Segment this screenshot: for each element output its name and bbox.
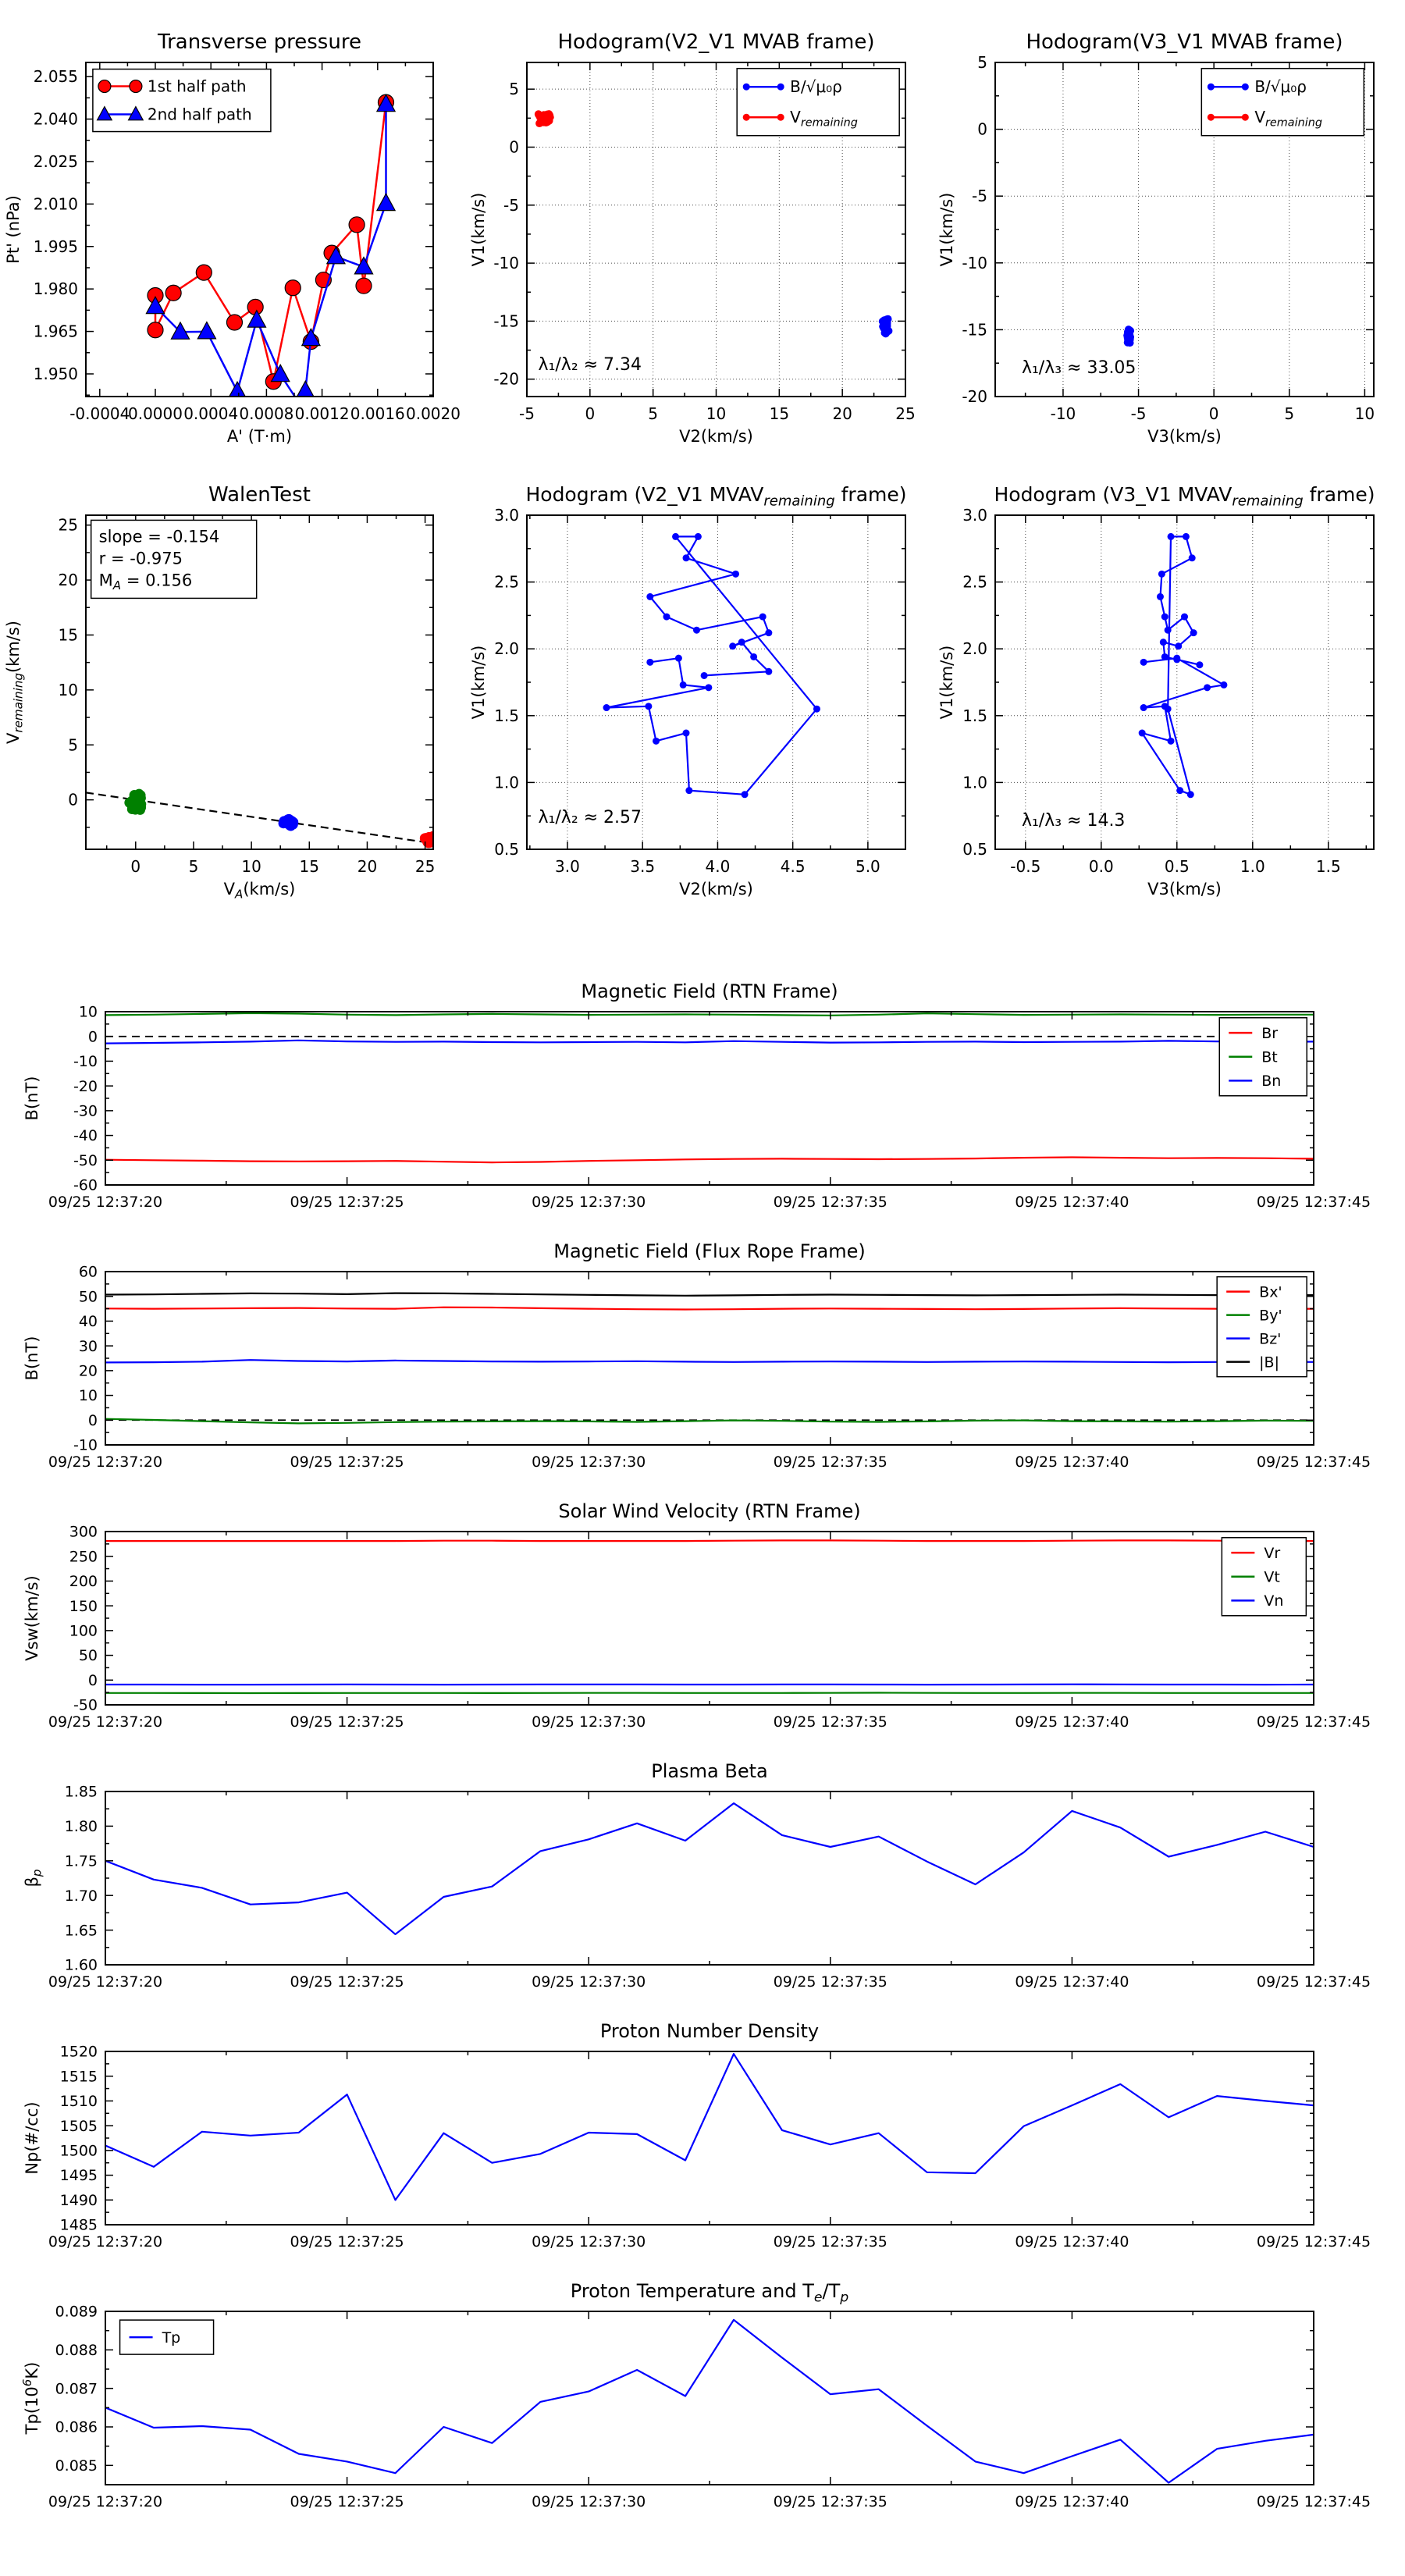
legend-label: Bx' [1259,1283,1282,1301]
legend-label: $V_{remaining}$ [790,108,858,130]
legend-label: Vn [1264,1592,1284,1610]
x-tick-label: -0.0004 [69,404,130,423]
y-tick-label: 10 [58,680,78,699]
y-tick-label: -30 [73,1102,98,1120]
y-axis-label: V1(km/s) [469,645,488,720]
y-tick-label: 150 [69,1597,98,1615]
x-tick-label: 09/25 12:37:25 [290,2233,404,2250]
y-tick-label: 200 [69,1573,98,1591]
x-tick-label: 09/25 12:37:40 [1015,1713,1129,1731]
series-Np [105,2054,1314,2200]
y-tick-label: 0 [977,119,987,139]
y-tick-label: 40 [78,1313,98,1331]
x-axis-label: $V_A(km/s)$ [223,880,296,902]
y-tick-label: 0.086 [55,2418,98,2436]
walen_test-svg [0,453,468,906]
ticks [995,515,1374,849]
x-tick-label: 09/25 12:37:40 [1015,2233,1129,2250]
y-tick-label: 2.040 [33,109,78,129]
x-tick-label: 0.0000 [128,404,183,423]
y-tick-label: 10 [78,1003,98,1021]
x-tick-label: 5 [648,404,659,423]
y-tick-label: 2.025 [33,151,78,171]
y-tick-label: -15 [493,311,519,331]
series-B- [879,315,893,338]
ticks [527,515,905,849]
x-tick-label: 09/25 12:37:20 [48,1713,163,1731]
y-tick-label: 3.0 [962,506,987,525]
x-tick-label: 09/25 12:37:20 [48,1973,163,1991]
series-V-path [603,533,820,798]
y-axis-label: B(nT) [23,1076,41,1121]
series-Bn [105,1041,1314,1044]
series-B- [1123,326,1134,347]
annotation-text: λ₁/λ₃ ≈ 33.05 [1021,358,1136,379]
legend [120,2320,214,2354]
y-tick-label: 1485 [59,2216,98,2234]
x-tick-label: 09/25 12:37:25 [290,2493,404,2510]
y-tick-label: -20 [962,387,987,406]
tick-labels [962,506,1341,876]
hodogram-v2v1-mvav-chart [468,453,937,906]
legend-label: Vr [1264,1544,1281,1562]
y-tick-label: 250 [69,1548,98,1566]
x-tick-label: 0.5 [1164,857,1190,876]
chart-title: Solar Wind Velocity (RTN Frame) [558,1500,861,1522]
y-tick-label: -20 [73,1077,98,1095]
y-tick-label: -20 [493,369,519,389]
legend-label: Tp [162,2329,181,2347]
hodogram_v3v1_mvab-svg [937,0,1405,453]
x-tick-label: -0.5 [1010,857,1041,876]
chart-title: Transverse pressure [158,30,361,54]
series-|B| [105,1293,1314,1296]
y-tick-label: 5 [68,735,78,755]
x-tick-label: 15 [769,404,790,423]
chart-title: Proton Temperature and $T_e/T_p$ [570,2280,849,2306]
y-tick-label: -5 [972,187,987,206]
axes-frame [527,515,905,849]
y-tick-label: 1.0 [962,773,987,792]
proton-temperature-panel [0,2274,1405,2534]
x-tick-label: 0.0016 [350,404,405,423]
y-tick-label: 0 [87,1411,98,1429]
y-axis-label: Pt' (nPa) [4,195,23,264]
walen-test-chart [0,453,468,906]
solar-wind-velocity-panel [0,1494,1405,1754]
y-tick-label: 10 [78,1387,98,1405]
subplot-row-1 [0,0,1405,453]
stats-line: $M_A = 0.156$ [98,571,193,593]
x-tick-label: 09/25 12:37:45 [1256,2233,1371,2250]
x-tick-label: 25 [414,857,436,876]
series-V-remaining- [535,110,554,127]
y-tick-label: 1.950 [33,364,78,383]
chart-title: Plasma Beta [651,1760,768,1782]
y-tick-label: 2.010 [33,194,78,214]
y-tick-label: -40 [73,1127,98,1145]
x-tick-label: 09/25 12:37:35 [773,1973,887,1991]
y-axis-label: $V_{remaining}(km/s)$ [4,620,26,745]
y-tick-label: 1.85 [64,1783,98,1801]
magnetic-field-rtn-panel [0,974,1405,1234]
y-tick-label: -5 [503,195,519,215]
x-tick-label: 09/25 12:37:40 [1015,2493,1129,2510]
y-tick-label: 20 [78,1362,98,1380]
chart-title: Magnetic Field (RTN Frame) [581,980,838,1002]
series-Bx' [105,1308,1314,1310]
y-tick-label: 1.70 [64,1887,98,1905]
y-tick-label: 0.5 [494,840,519,859]
x-tick-label: 1.0 [1240,857,1265,876]
proton_temp-svg [0,2274,1405,2534]
y-tick-label: 1510 [59,2093,98,2111]
series-Tp [105,2320,1314,2483]
x-tick-label: 09/25 12:37:25 [290,1973,404,1991]
series-group [105,1293,1314,1424]
hodogram-v3v1-mvav-chart [937,453,1405,906]
y-tick-label: 1.5 [962,706,987,725]
y-tick-label: 1490 [59,2191,98,2209]
chart-title: Proton Number Density [599,2020,820,2042]
series-1st-half-path [148,94,393,390]
y-tick-label: 0 [68,790,78,809]
legend [1217,1277,1307,1377]
annotation-text: λ₁/λ₃ ≈ 14.3 [1021,811,1126,831]
x-tick-label: 3.0 [555,857,580,876]
series-group [105,2320,1314,2483]
series-group [105,2054,1314,2200]
series-group [105,1803,1314,1934]
plasma-beta-panel [0,1754,1405,2014]
mf_fluxrope-svg [0,1234,1405,1494]
y-tick-label: 0.085 [55,2457,98,2475]
series-group [603,533,820,798]
x-tick-label: 0.0008 [239,404,294,423]
x-axis-label: V3(km/s) [1147,427,1222,446]
x-tick-label: 5 [188,857,199,876]
x-axis-label: V2(km/s) [679,880,753,898]
transverse-pressure-chart [0,0,468,453]
x-tick-label: 09/25 12:37:30 [532,1973,646,1991]
y-tick-label: 1.980 [33,279,78,299]
axes-frame [105,1791,1314,1965]
series-group [146,94,395,411]
x-tick-label: 3.5 [630,857,656,876]
y-tick-label: -10 [493,254,519,273]
legend-label: Bt [1261,1048,1278,1066]
annotation-text: λ₁/λ₂ ≈ 7.34 [538,354,642,375]
hodogram_v3v1_mvav-svg [937,453,1405,906]
legend-label: B/√μ₀ρ [1254,77,1307,97]
y-tick-label: 30 [78,1337,98,1355]
legend-label: 2nd half path [147,105,252,124]
y-tick-label: 0 [509,137,519,157]
y-tick-label: 2.5 [962,572,987,592]
legend [1201,69,1364,136]
y-tick-label: 1.965 [33,322,78,341]
x-tick-label: 0 [585,404,596,423]
axes-frame [105,2051,1314,2225]
y-tick-label: 2.055 [33,67,78,87]
x-tick-label: 09/25 12:37:45 [1256,1194,1371,1211]
x-tick-label: 09/25 12:37:35 [773,2233,887,2250]
y-tick-label: 25 [58,515,78,535]
x-tick-label: 20 [357,857,378,876]
x-tick-label: 1.5 [1315,857,1341,876]
x-tick-label: 09/25 12:37:30 [532,1713,646,1731]
axes-frame [105,2311,1314,2485]
x-tick-label: 09/25 12:37:20 [48,1453,163,1471]
stats-line: r = -0.975 [98,549,183,568]
series-Vr [105,1540,1314,1541]
series-Br [105,1158,1314,1163]
x-axis-label: A' (T·m) [226,427,293,446]
y-tick-label: 1500 [59,2142,98,2160]
annotation-text: λ₁/λ₂ ≈ 2.57 [538,807,642,827]
x-axis-label: V2(km/s) [679,427,753,446]
y-tick-label: -60 [73,1176,98,1194]
x-tick-label: 0.0004 [183,404,239,423]
x-tick-label: -5 [1130,404,1147,423]
y-tick-label: 0.5 [962,840,987,859]
x-tick-label: 09/25 12:37:45 [1256,1713,1371,1731]
grid [995,515,1374,849]
legend-label: $V_{remaining}$ [1254,108,1322,130]
x-tick-label: 0.0 [1088,857,1114,876]
legend [1219,1018,1307,1096]
legend-label: By' [1259,1307,1282,1325]
y-axis-label: V1(km/s) [469,192,488,267]
x-tick-label: 09/25 12:37:30 [532,2493,646,2510]
legend [93,69,271,132]
x-tick-label: 0.0020 [406,404,461,423]
x-tick-label: 09/25 12:37:20 [48,1194,163,1211]
y-axis-label: Vsw(km/s) [23,1575,41,1661]
y-tick-label: 50 [78,1647,98,1665]
y-tick-label: 5 [977,53,987,72]
legend-label: Vt [1264,1568,1280,1586]
x-tick-label: 0 [1208,404,1219,423]
plasma_beta-svg [0,1754,1405,2014]
x-tick-label: 09/25 12:37:45 [1256,1453,1371,1471]
x-tick-label: 09/25 12:37:45 [1256,1973,1371,1991]
tick-labels [48,1004,1371,1211]
tick-labels [48,1784,1371,1991]
y-tick-label: 1.5 [494,706,519,725]
y-tick-label: -10 [73,1053,98,1071]
x-tick-label: 20 [832,404,852,423]
series-Bz' [105,1360,1314,1362]
y-tick-label: 0 [87,1671,98,1689]
chart-title: Hodogram (V2_V1 $MVAV_{remaining}$ frame) [525,483,907,510]
y-tick-label: 50 [78,1288,98,1306]
hodogram_v2v1_mvab-svg [468,0,937,453]
chart-title: Hodogram (V3_V1 $MVAV_{remaining}$ frame) [994,483,1375,510]
chart-title: Magnetic Field (Flux Rope Frame) [553,1240,866,1262]
x-tick-label: 09/25 12:37:45 [1256,2493,1371,2510]
series-group [105,1013,1314,1162]
y-tick-label: 1505 [59,2117,98,2135]
y-tick-label: -10 [962,253,987,272]
y-tick-label: -15 [962,320,987,340]
legend [737,69,899,136]
y-tick-label: 1515 [59,2068,98,2086]
legend-label: B/√μ₀ρ [790,77,842,97]
x-axis-label: V3(km/s) [1147,880,1222,898]
series-2nd-half-path [146,94,395,411]
axes-frame [995,515,1374,849]
y-tick-label: 15 [58,625,78,645]
hodogram_v2v1_mvav-svg [468,453,937,906]
x-tick-label: 09/25 12:37:35 [773,1713,887,1731]
x-tick-label: 09/25 12:37:35 [773,2493,887,2510]
vsw_rtn-svg [0,1494,1405,1754]
grid [527,515,905,849]
series-Vt [105,1693,1314,1694]
x-tick-label: 10 [241,857,261,876]
y-tick-label: 1495 [59,2167,98,2185]
ticks [105,1532,1314,1705]
x-tick-label: 5 [1284,404,1295,423]
x-tick-label: -10 [1050,404,1076,423]
tick-labels [48,2044,1371,2250]
y-axis-label: $Tp(10^6K)$ [20,2361,41,2435]
y-tick-label: 1.995 [33,237,78,256]
stats-line: slope = -0.154 [98,527,220,546]
series-group [1139,533,1228,798]
x-tick-label: 09/25 12:37:40 [1015,1453,1129,1471]
y-tick-label: 60 [78,1263,98,1281]
y-tick-label: -10 [73,1436,98,1454]
x-tick-label: 09/25 12:37:25 [290,1713,404,1731]
legend-label: 1st half path [147,76,247,96]
hodogram-v2v1-mvab-chart [468,0,937,453]
x-tick-label: 09/25 12:37:20 [48,2493,163,2510]
x-tick-label: 09/25 12:37:40 [1015,1973,1129,1991]
ticks [105,2311,1314,2485]
hodogram-v3v1-mvab-chart [937,0,1405,453]
proton-density-panel [0,2014,1405,2274]
y-tick-label: 1520 [59,2043,98,2061]
y-tick-label: 1.60 [64,1956,98,1974]
y-tick-label: 5 [509,80,519,99]
y-tick-label: 0 [87,1028,98,1046]
chart-title: WalenTest [208,483,311,507]
x-tick-label: 09/25 12:37:20 [48,2233,163,2250]
y-tick-label: 1.0 [494,773,519,792]
y-tick-label: 300 [69,1523,98,1541]
x-tick-label: 0 [130,857,141,876]
y-tick-label: 100 [69,1622,98,1640]
x-tick-label: 09/25 12:37:35 [773,1194,887,1211]
y-tick-label: 1.65 [64,1922,98,1940]
chart-title: Hodogram(V3_V1 MVAB frame) [1026,30,1343,54]
x-tick-label: 09/25 12:37:30 [532,1453,646,1471]
legend-label: Bz' [1259,1330,1282,1348]
y-tick-label: -50 [73,1696,98,1714]
y-tick-label: 0.087 [55,2380,98,2398]
y-axis-label: Np(#/cc) [23,2101,41,2175]
x-tick-label: 0.0012 [294,404,350,423]
x-tick-label: 09/25 12:37:30 [532,1194,646,1211]
legend [1222,1538,1306,1616]
y-tick-label: 1.75 [64,1852,98,1870]
ticks [105,1791,1314,1965]
series-cluster-blue [279,814,299,831]
legend-label: Br [1261,1024,1279,1042]
y-axis-label: V1(km/s) [937,645,956,720]
x-tick-label: -5 [519,404,535,423]
y-axis-label: $\beta_p$ [23,1869,44,1888]
proton_density-svg [0,2014,1405,2274]
series-cluster-red [420,831,439,849]
y-tick-label: 3.0 [494,506,519,525]
y-tick-label: 2.0 [494,639,519,659]
y-tick-label: 1.80 [64,1818,98,1836]
x-tick-label: 09/25 12:37:40 [1015,1194,1129,1211]
y-tick-label: -50 [73,1151,98,1169]
series-group [86,789,439,849]
x-tick-label: 09/25 12:37:25 [290,1453,404,1471]
x-tick-label: 09/25 12:37:25 [290,1194,404,1211]
legend-label: Bn [1261,1073,1282,1091]
y-tick-label: 0.089 [55,2303,98,2321]
series-cluster-green [124,789,146,815]
transverse_pressure-svg [0,0,468,453]
mf_rtn-svg [0,974,1405,1234]
x-tick-label: 09/25 12:37:30 [532,2233,646,2250]
row-gap [0,906,1405,974]
axes-frame [105,1272,1314,1445]
magnetic-field-fluxrope-panel [0,1234,1405,1494]
series-group [535,110,893,337]
ticks [105,1272,1314,1445]
x-tick-label: 10 [1354,404,1375,423]
x-tick-label: 25 [895,404,916,423]
y-axis-label: V1(km/s) [937,192,956,267]
x-tick-label: 15 [299,857,320,876]
legend-label: |B| [1259,1354,1280,1372]
x-tick-label: 5.0 [855,857,880,876]
ticks [105,2051,1314,2225]
y-axis-label: B(nT) [23,1336,41,1381]
y-tick-label: 0.088 [55,2341,98,2359]
series-beta-p [105,1803,1314,1934]
x-tick-label: 10 [706,404,727,423]
axes-frame [105,1532,1314,1705]
x-tick-label: 09/25 12:37:35 [773,1453,887,1471]
series-V-path [1139,533,1228,798]
subplot-row-2 [0,453,1405,906]
y-tick-label: 2.5 [494,572,519,592]
tick-labels [48,1524,1371,1731]
x-tick-label: 4.5 [780,857,806,876]
x-tick-label: 4.0 [705,857,731,876]
series-group [105,1540,1314,1693]
chart-title: Hodogram(V2_V1 MVAB frame) [557,30,875,54]
y-tick-label: 2.0 [962,639,987,659]
y-tick-label: 20 [58,571,78,590]
